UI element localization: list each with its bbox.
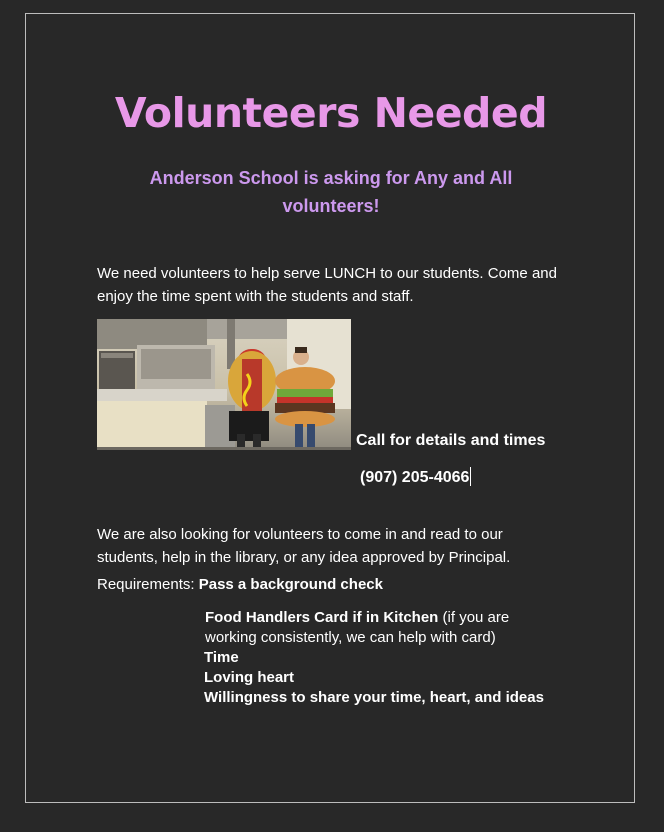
phone-number: (907) 205-4066 bbox=[360, 469, 470, 486]
kitchen-costume-photo-image bbox=[97, 319, 351, 450]
also-paragraph: We are also looking for volunteers to come in and read to our students, help in the library, or any idea approved by Principal. bbox=[97, 526, 511, 566]
food-handlers-label: Food Handlers Card if in Kitchen bbox=[205, 609, 439, 626]
intro-paragraph: We need volunteers to help serve LUNCH to our students. Come and enjoy the time spent with the students and staff. bbox=[97, 265, 557, 305]
requirement-time: Time bbox=[204, 649, 239, 666]
requirement-food-handlers bbox=[204, 608, 564, 648]
volunteers-photo bbox=[97, 319, 351, 450]
requirements-label: Requirements: bbox=[97, 576, 195, 593]
requirement-willingness: Willingness to share your time, heart, and ideas bbox=[204, 689, 544, 706]
requirements-list bbox=[204, 608, 564, 708]
subtitle: Anderson School is asking for Any and All volunteers! bbox=[149, 168, 513, 216]
phone-number-line bbox=[360, 467, 471, 487]
requirement-background-check: Pass a background check bbox=[198, 576, 383, 593]
requirement-loving-heart: Loving heart bbox=[204, 669, 295, 686]
page-title: Volunteers Needed bbox=[114, 89, 548, 137]
flyer-page bbox=[25, 13, 635, 803]
requirements-line bbox=[97, 576, 383, 593]
text-cursor bbox=[470, 467, 471, 486]
call-for-details: Call for details and times bbox=[356, 432, 546, 449]
food-handlers-note: (if you are working consistently, we can help with card) bbox=[205, 609, 510, 646]
